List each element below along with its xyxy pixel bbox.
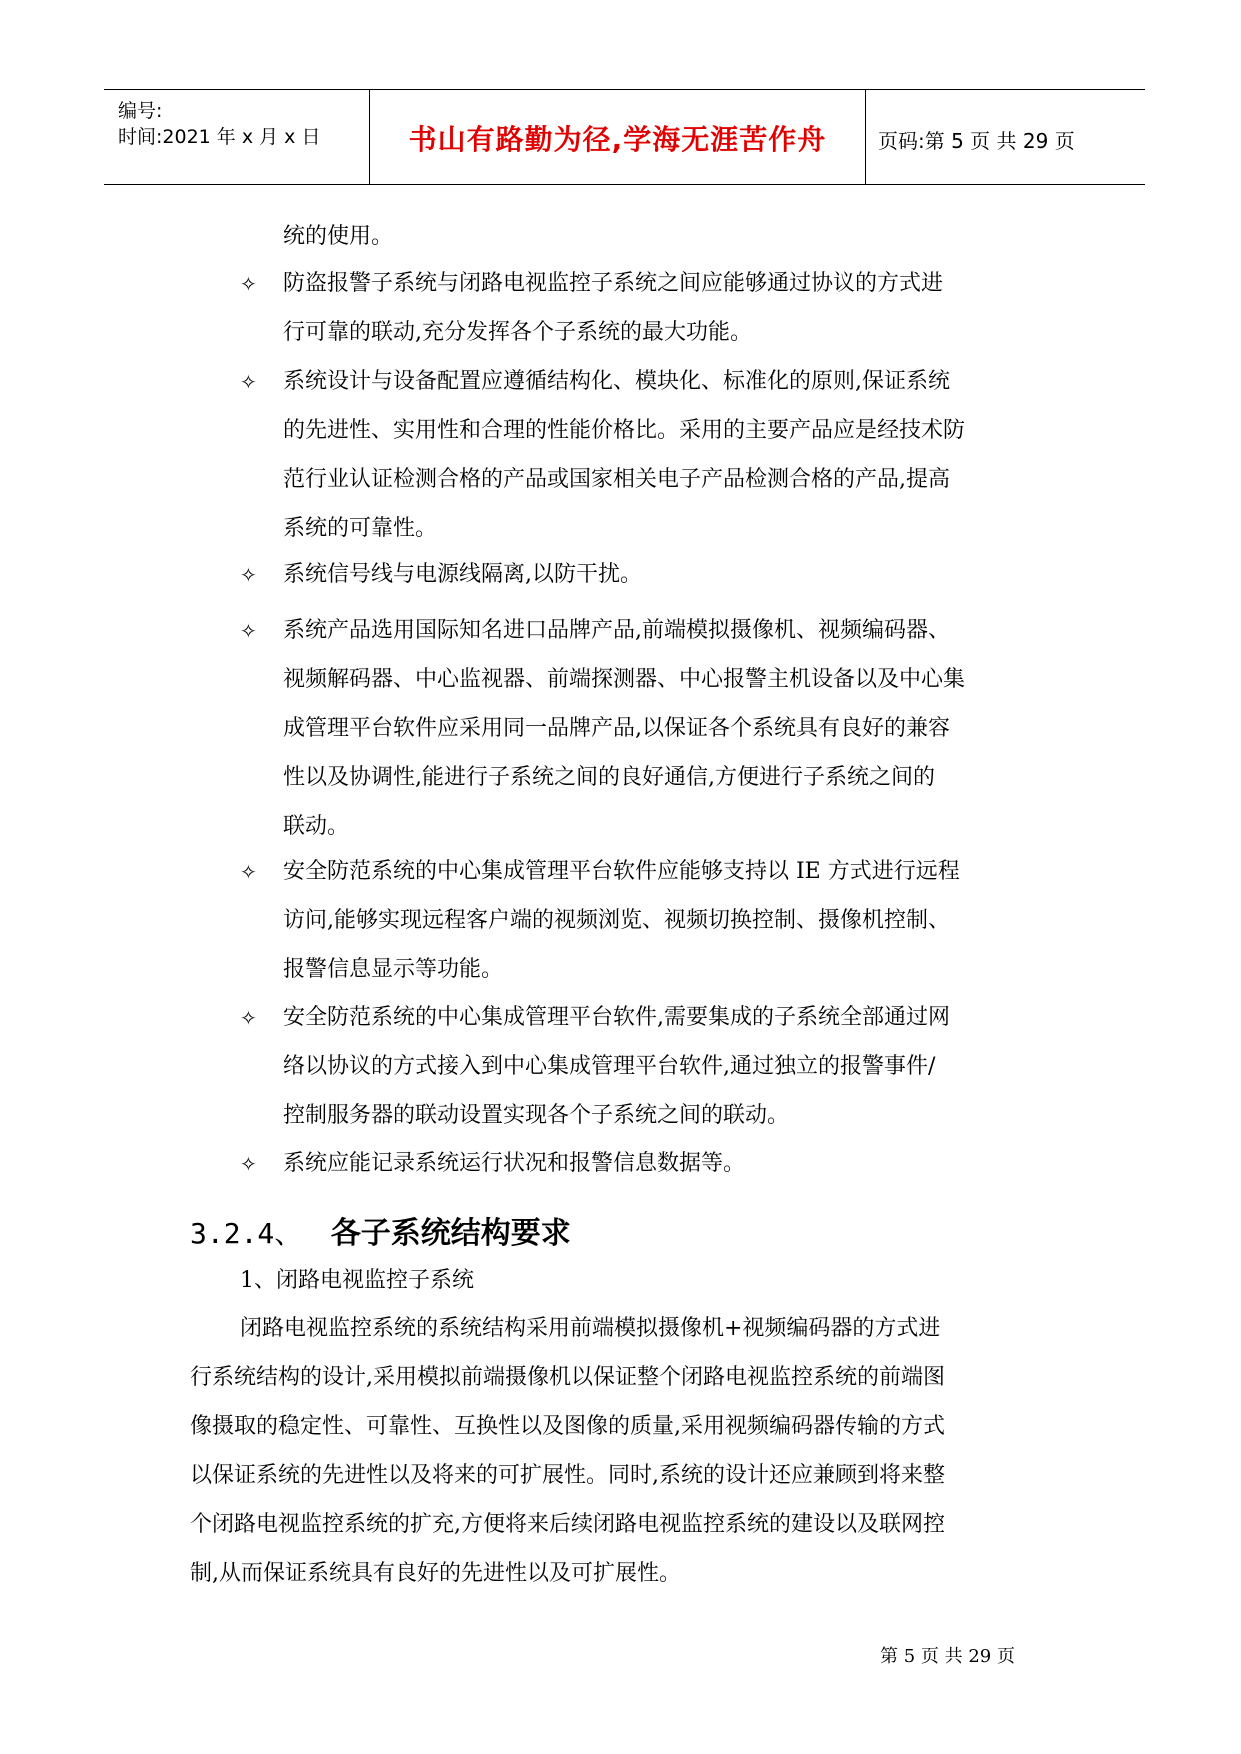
- diamond-star-icon: ✧: [240, 1152, 257, 1176]
- diamond-star-icon: ✧: [240, 860, 257, 884]
- bullet-text-line: 成管理平台软件应采用同一品牌产品,以保证各个系统具有良好的兼容: [283, 716, 950, 741]
- subsection-title: 1、闭路电视监控子系统: [240, 1268, 474, 1293]
- header-page-info: 页码:第 5 页 共 29 页: [878, 129, 1075, 153]
- paragraph-line: 个闭路电视监控系统的扩充,方便将来后续闭路电视监控系统的建设以及联网控: [190, 1512, 945, 1537]
- bullet-text-line: 性以及协调性,能进行子系统之间的良好通信,方便进行子系统之间的: [283, 765, 935, 790]
- continuation-line: 统的使用。: [283, 224, 394, 249]
- paragraph-line: 行系统结构的设计,采用模拟前端摄像机以保证整个闭路电视监控系统的前端图: [190, 1365, 945, 1390]
- diamond-star-icon: ✧: [240, 272, 257, 296]
- document-time-label: 时间:2021 年 x 月 x 日: [118, 126, 321, 148]
- bullet-text-line: 的先进性、实用性和合理的性能价格比。采用的主要产品应是经技术防: [283, 418, 966, 443]
- diamond-star-icon: ✧: [240, 370, 257, 394]
- bullet-text-line: 控制服务器的联动设置实现各个子系统之间的联动。: [283, 1103, 790, 1128]
- bullet-text-line: 系统设计与设备配置应遵循结构化、模块化、标准化的原则,保证系统: [283, 369, 950, 394]
- bullet-text-line: 系统的可靠性。: [283, 516, 438, 541]
- bullet-text-line: 安全防范系统的中心集成管理平台软件,需要集成的子系统全部通过网: [283, 1005, 950, 1030]
- header-page-cell: [866, 90, 1145, 184]
- header-motto-cell: [370, 90, 866, 184]
- paragraph-line: 制,从而保证系统具有良好的先进性以及可扩展性。: [190, 1561, 681, 1586]
- section-number: 3.2.4、: [190, 1217, 303, 1250]
- header-motto: 书山有路勤为径,学海无涯苦作舟: [408, 123, 827, 156]
- diamond-star-icon: ✧: [240, 619, 257, 643]
- paragraph-line: 像摄取的稳定性、可靠性、互换性以及图像的质量,采用视频编码器传输的方式: [190, 1414, 945, 1439]
- diamond-star-icon: ✧: [240, 563, 257, 587]
- bullet-text-line: 系统应能记录系统运行状况和报警信息数据等。: [283, 1151, 746, 1176]
- bullet-text-line: 系统产品选用国际知名进口品牌产品,前端模拟摄像机、视频编码器、: [283, 618, 950, 643]
- header-left-cell: [104, 90, 370, 184]
- section-title: 各子系统结构要求: [330, 1216, 571, 1251]
- bullet-text-line: 系统信号线与电源线隔离,以防干扰。: [283, 562, 642, 587]
- bullet-text-line: 行可靠的联动,充分发挥各个子系统的最大功能。: [283, 320, 752, 345]
- bullet-text-line: 访问,能够实现远程客户端的视频浏览、视频切换控制、摄像机控制、: [283, 908, 950, 933]
- page-footer: 第 5 页 共 29 页: [880, 1646, 1015, 1667]
- section-heading: [190, 1208, 571, 1252]
- paragraph-line: 以保证系统的先进性以及将来的可扩展性。同时,系统的设计还应兼顾到将来整: [190, 1463, 945, 1488]
- page-header: [104, 89, 1145, 185]
- bullet-text-line: 范行业认证检测合格的产品或国家相关电子产品检测合格的产品,提高: [283, 467, 950, 492]
- diamond-star-icon: ✧: [240, 1006, 257, 1030]
- bullet-text-line: 视频解码器、中心监视器、前端探测器、中心报警主机设备以及中心集: [283, 667, 966, 692]
- document-number-label: 编号:: [118, 100, 163, 122]
- bullet-text-line: 联动。: [283, 814, 350, 839]
- bullet-text-line: 防盗报警子系统与闭路电视监控子系统之间应能够通过协议的方式进: [283, 271, 944, 296]
- bullet-text-line: 安全防范系统的中心集成管理平台软件应能够支持以 IE 方式进行远程: [283, 859, 960, 884]
- paragraph-line: 闭路电视监控系统的系统结构采用前端模拟摄像机+视频编码器的方式进: [240, 1316, 941, 1341]
- bullet-text-line: 络以协议的方式接入到中心集成管理平台软件,通过独立的报警事件/: [283, 1054, 936, 1079]
- bullet-text-line: 报警信息显示等功能。: [283, 957, 504, 982]
